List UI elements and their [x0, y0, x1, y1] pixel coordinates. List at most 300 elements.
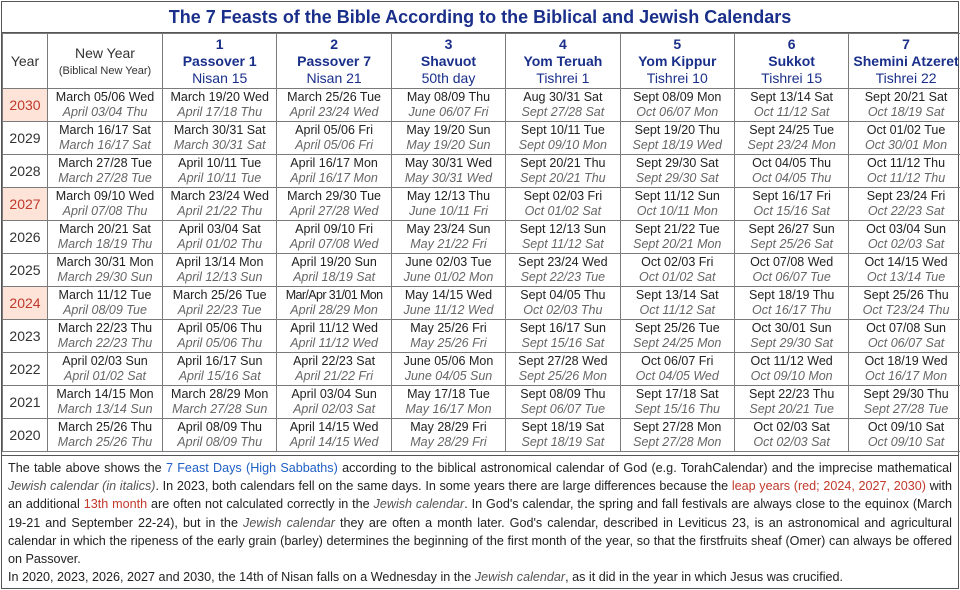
biblical-date: March 09/10 Wed: [55, 189, 155, 203]
jewish-date: March 13/14 Sun: [57, 402, 153, 416]
jewish-date: Oct 01/02 Sat: [639, 270, 716, 284]
feast-date-cell: [163, 287, 277, 320]
biblical-date: Sept 11/12 Sun: [634, 189, 720, 203]
year-cell: 2020: [3, 419, 48, 452]
feast-date-cell: [506, 287, 620, 320]
jewish-date: Oct 11/12 Thu: [866, 171, 946, 185]
biblical-date: April 14/15 Wed: [289, 420, 379, 434]
biblical-date: Sept 08/09 Thu: [520, 387, 606, 401]
jewish-date: April 18/19 Sat: [293, 270, 376, 284]
biblical-date: May 17/18 Tue: [407, 387, 490, 401]
feast-date-cell: [849, 155, 960, 188]
new-year-column-header: [48, 34, 163, 89]
feast-column-header-6: [734, 34, 848, 89]
biblical-date: Aug 30/31 Sat: [523, 90, 603, 104]
biblical-date: Sept 29/30 Thu: [863, 387, 949, 401]
jewish-date: March 25/26 Thu: [57, 435, 153, 449]
jewish-date: June 01/02 Mon: [403, 270, 494, 284]
jewish-date: Sept 20/21 Tue: [749, 402, 834, 416]
page-title: The 7 Feasts of the Bible According to the Biblical and Jewish Calendars: [2, 2, 958, 33]
feast-date-cell: [506, 155, 620, 188]
feast-hebrew-date: Nisan 15: [192, 69, 248, 86]
feast-date-cell: [620, 155, 734, 188]
feast-column-header-1: [163, 34, 277, 89]
feast-name: Sukkot: [768, 52, 815, 69]
note-text: . In 2023, both calendars fell on the same days. In some years there are large differences because the: [155, 479, 732, 494]
jewish-date: April 27/28 Wed: [289, 204, 379, 218]
jewish-date: April 05/06 Thu: [177, 336, 263, 350]
biblical-date: April 22/23 Sat: [293, 354, 376, 368]
leap-year-cell: 2030: [3, 89, 48, 122]
biblical-date: Oct 04/05 Thu: [752, 156, 832, 170]
new-year-date-cell: [48, 353, 163, 386]
jewish-date: Oct 11/12 Sat: [753, 105, 830, 119]
biblical-date: Mar/Apr 31/01 Mon: [285, 288, 383, 302]
feast-date-cell: [391, 89, 505, 122]
jewish-date: Oct 09/10 Mon: [750, 369, 833, 383]
biblical-date: Sept 29/30 Sat: [635, 156, 719, 170]
jewish-date: April 07/08 Wed: [289, 237, 379, 251]
jewish-date: Oct 01/02 Sat: [524, 204, 602, 218]
jewish-date: Sept 11/12 Sat: [521, 237, 604, 251]
jewish-date: April 17/18 Thu: [177, 105, 263, 119]
biblical-date: April 08/09 Thu: [177, 420, 262, 434]
jewish-date: Oct 06/07 Mon: [636, 105, 719, 119]
biblical-date: June 05/06 Mon: [403, 354, 494, 368]
feast-date-cell: [849, 419, 960, 452]
feast-column-header-3: [391, 34, 505, 89]
biblical-date: Sept 10/11 Tue: [520, 123, 605, 137]
jewish-date: Oct 22/23 Sat: [867, 204, 945, 218]
feast-date-cell: [277, 419, 391, 452]
new-year-date-cell: [48, 89, 163, 122]
feast-date-cell: [163, 320, 277, 353]
feast-date-cell: [620, 254, 734, 287]
new-year-subtitle: (Biblical New Year): [58, 65, 152, 77]
feast-name: Shavuot: [420, 52, 477, 69]
biblical-date: April 13/14 Mon: [175, 255, 264, 269]
feast-name: Passover 1: [182, 52, 257, 69]
biblical-date: April 02/03 Sun: [62, 354, 148, 368]
year-cell: 2023: [3, 320, 48, 353]
feast-date-cell: [391, 122, 505, 155]
table-row: [3, 353, 960, 386]
jewish-date: Oct 04/05 Thu: [752, 171, 832, 185]
feast-name: Yom Kippur: [638, 52, 717, 69]
year-cell: 2021: [3, 386, 48, 419]
feast-number: 6: [787, 35, 796, 52]
note-text: . In God's calendar, the spring and fall festivals are always close to the equinox (March 19-21 and September 22-24), but in the: [8, 497, 953, 530]
biblical-date: March 05/06 Wed: [55, 90, 155, 104]
feast-date-cell: [277, 254, 391, 287]
feast-number: 1: [215, 35, 224, 52]
feast-hebrew-date: Nisan 21: [306, 69, 362, 86]
biblical-date: April 09/10 Fri: [295, 222, 373, 236]
feast-date-cell: [506, 254, 620, 287]
biblical-date: April 16/17 Mon: [290, 156, 378, 170]
note-text: according to the biblical astronomical calendar of God (e.g. TorahCalendar) and the imprecise mathematical: [337, 461, 952, 475]
note-text: In 2020, 2023, 2026, 2027 and 2030, the 14th of Nisan falls on a Wednesday in the: [8, 570, 475, 585]
jewish-date: April 21/22 Fri: [295, 369, 373, 383]
jewish-date: Sept 27/28 Mon: [633, 435, 722, 449]
jewish-date: Sept 20/21 Thu: [520, 171, 606, 185]
feast-date-cell: [620, 287, 734, 320]
jewish-date: April 02/03 Sat: [293, 402, 376, 416]
jewish-date: Oct 13/14 Tue: [866, 270, 946, 284]
new-year-date-cell: [48, 419, 163, 452]
biblical-date: May 08/09 Thu: [406, 90, 491, 104]
biblical-date: Sept 16/17 Fri: [752, 189, 831, 203]
feast-date-cell: [734, 188, 848, 221]
jewish-date: May 28/29 Fri: [410, 435, 487, 449]
feast-date-cell: [391, 155, 505, 188]
jewish-date: Sept 18/19 Sat: [521, 435, 605, 449]
feast-date-cell: [163, 386, 277, 419]
jewish-date: Oct 04/05 Wed: [635, 369, 719, 383]
new-year-title: New Year: [75, 45, 135, 61]
feast-date-cell: [277, 122, 391, 155]
feast-date-cell: [277, 221, 391, 254]
feast-date-cell: [620, 353, 734, 386]
feast-date-cell: [734, 419, 848, 452]
feast-date-cell: [277, 155, 391, 188]
feast-date-cell: [163, 188, 277, 221]
table-row: [3, 155, 960, 188]
year-cell: 2025: [3, 254, 48, 287]
table-row: [3, 287, 960, 320]
jewish-date: June 11/12 Wed: [403, 303, 494, 317]
feast-date-cell: [849, 386, 960, 419]
jewish-date: April 05/06 Fri: [295, 138, 373, 152]
jewish-date: March 22/23 Thu: [57, 336, 153, 350]
leap-year-cell: 2024: [3, 287, 48, 320]
biblical-date: Sept 12/13 Sun: [519, 222, 606, 236]
biblical-date: April 05/06 Fri: [295, 123, 373, 137]
jewish-date: Oct 09/10 Sat: [867, 435, 945, 449]
jewish-date: Sept 29/30 Sat: [750, 336, 833, 350]
feast-date-cell: [506, 188, 620, 221]
biblical-date: Oct 01/02 Tue: [866, 123, 946, 137]
feast-date-cell: [849, 221, 960, 254]
feast-hebrew-date: 50th day: [421, 69, 476, 86]
biblical-date: April 05/06 Thu: [177, 321, 262, 335]
jewish-date: Oct 10/11 Mon: [636, 204, 718, 218]
biblical-date: March 28/29 Mon: [171, 387, 269, 401]
feast-date-cell: [734, 89, 848, 122]
feast-hebrew-date: Tishrei 15: [761, 69, 823, 86]
jewish-date: Sept 29/30 Sat: [635, 171, 719, 185]
feast-date-cell: [620, 320, 734, 353]
jewish-date: Oct 02/03 Sat: [753, 435, 830, 449]
jewish-date: Oct 02/03 Thu: [523, 303, 603, 317]
jewish-date: April 16/17 Mon: [290, 171, 378, 185]
table-row: [3, 188, 960, 221]
feast-date-cell: [163, 122, 277, 155]
feast-date-cell: [506, 419, 620, 452]
feasts-table: [2, 33, 960, 452]
biblical-date: March 11/12 Tue: [58, 288, 152, 302]
biblical-date: Sept 23/24 Wed: [518, 255, 608, 269]
biblical-date: April 11/12 Wed: [290, 321, 378, 335]
biblical-date: Sept 20/21 Thu: [520, 156, 606, 170]
note-paragraph-2: [8, 568, 952, 586]
biblical-date: Sept 20/21 Sat: [864, 90, 948, 104]
biblical-date: Oct 07/08 Wed: [750, 255, 834, 269]
jewish-date: May 16/17 Mon: [405, 402, 492, 416]
biblical-date: Sept 08/09 Mon: [633, 90, 722, 104]
biblical-date: Sept 27/28 Wed: [518, 354, 608, 368]
feast-date-cell: [277, 89, 391, 122]
jewish-date: April 08/09 Thu: [177, 435, 263, 449]
biblical-date: May 30/31 Wed: [404, 156, 493, 170]
jewish-date: Oct 30/01 Mon: [865, 138, 948, 152]
feast-date-cell: [391, 287, 505, 320]
feast-date-cell: [506, 221, 620, 254]
feast-name: Shemini Atzeret: [853, 52, 959, 69]
feast-column-header-4: [506, 34, 620, 89]
jewish-date: March 16/17 Sat: [59, 138, 151, 152]
year-cell: 2028: [3, 155, 48, 188]
feast-date-cell: [506, 122, 620, 155]
table-body: [3, 89, 960, 452]
biblical-date: May 28/29 Fri: [410, 420, 487, 434]
new-year-date-cell: [48, 122, 163, 155]
biblical-date: March 14/15 Mon: [56, 387, 154, 401]
jewish-date: March 27/28 Tue: [58, 171, 152, 185]
feast-name: Passover 7: [297, 52, 372, 69]
jewish-date: Sept 20/21 Mon: [633, 237, 722, 251]
feast-number: 4: [558, 35, 567, 52]
jewish-date: April 12/13 Sun: [176, 270, 263, 284]
note-text: they are often a month later. God's calendar, described in Leviticus 23, is an astronomical and agricultural calendar in which the ripeness of the early grain (barley) determines the beginning of the first month of the year, so that the firstfruits sheaf (Omer) can always be offered on Passover.: [8, 515, 952, 567]
note-text: with an additional: [8, 479, 952, 512]
jewish-date: Oct 06/07 Sat: [867, 336, 945, 350]
jewish-date: Sept 23/24 Mon: [747, 138, 836, 152]
feast-date-cell: [620, 89, 734, 122]
feast-date-cell: [506, 386, 620, 419]
feast-column-header-2: [277, 34, 391, 89]
feast-date-cell: [849, 188, 960, 221]
jewish-date: April 03/04 Thu: [62, 105, 148, 119]
feast-date-cell: [391, 419, 505, 452]
table-row: [3, 89, 960, 122]
jewish-calendar-italic: Jewish calendar: [373, 497, 465, 512]
biblical-date: May 23/24 Sun: [406, 222, 491, 236]
jewish-date: April 14/15 Wed: [289, 435, 379, 449]
jewish-date: Sept 06/07 Tue: [520, 402, 606, 416]
jewish-date: April 21/22 Thu: [177, 204, 263, 218]
feast-date-cell: [849, 254, 960, 287]
biblical-date: Sept 27/28 Mon: [633, 420, 722, 434]
feast-hebrew-date: Tishrei 22: [875, 69, 937, 86]
feast-date-cell: [391, 386, 505, 419]
jewish-date: April 07/08 Thu: [62, 204, 148, 218]
feast-date-cell: [391, 221, 505, 254]
biblical-date: March 25/26 Tue: [172, 288, 267, 302]
note-paragraph-1: [8, 459, 952, 568]
jewish-date: April 11/12 Wed: [290, 336, 378, 350]
jewish-date: May 21/22 Fri: [410, 237, 487, 251]
jewish-date: Oct 06/07 Tue: [752, 270, 831, 284]
jewish-calendar-italic: Jewish calendar: [474, 570, 566, 585]
biblical-date: Sept 25/26 Thu: [863, 288, 949, 302]
feast-date-cell: [620, 188, 734, 221]
note-text: , as it did in the year in which Jesus was crucified.: [565, 570, 843, 585]
biblical-date: Sept 26/27 Sun: [748, 222, 835, 236]
biblical-date: Sept 02/03 Fri: [523, 189, 603, 203]
biblical-date: May 25/26 Fri: [410, 321, 487, 335]
jewish-date: Sept 15/16 Sat: [521, 336, 605, 350]
table-row: [3, 122, 960, 155]
biblical-date: May 12/13 Thu: [406, 189, 491, 203]
jewish-date: Sept 09/10 Mon: [518, 138, 607, 152]
feast-date-cell: [163, 254, 277, 287]
leap-year-cell: 2027: [3, 188, 48, 221]
new-year-date-cell: [48, 221, 163, 254]
jewish-date: April 10/11 Tue: [178, 171, 262, 185]
jewish-date: April 01/02 Thu: [177, 237, 263, 251]
year-cell: 2022: [3, 353, 48, 386]
feast-number: 2: [330, 35, 338, 52]
jewish-date: Oct 16/17 Thu: [752, 303, 832, 317]
new-year-date-cell: [48, 254, 163, 287]
feast-date-cell: [734, 353, 848, 386]
biblical-date: April 03/04 Sun: [291, 387, 377, 401]
feast-date-cell: [849, 122, 960, 155]
feast-date-cell: [163, 221, 277, 254]
jewish-date: Sept 27/28 Sat: [521, 105, 605, 119]
feast-date-cell: [506, 320, 620, 353]
year-column-header: Year: [3, 34, 48, 89]
year-cell: 2026: [3, 221, 48, 254]
feast-date-cell: [277, 386, 391, 419]
year-cell: 2029: [3, 122, 48, 155]
jewish-date: Sept 25/26 Sat: [750, 237, 833, 251]
biblical-date: June 02/03 Tue: [405, 255, 492, 269]
biblical-date: Sept 22/23 Thu: [749, 387, 835, 401]
feast-date-cell: [620, 386, 734, 419]
biblical-date: Sept 18/19 Thu: [749, 288, 835, 302]
jewish-date: April 28/29 Mon: [290, 303, 378, 317]
feast-date-cell: [849, 89, 960, 122]
feast-date-cell: [620, 122, 734, 155]
biblical-date: April 03/04 Sat: [178, 222, 261, 236]
biblical-date: Sept 25/26 Tue: [634, 321, 720, 335]
biblical-date: May 19/20 Sun: [406, 123, 491, 137]
leap-year-highlight: 13th month: [83, 497, 148, 512]
biblical-date: Oct 02/03 Sat: [753, 420, 830, 434]
feast-column-header-7: [849, 34, 960, 89]
biblical-date: Sept 17/18 Sat: [635, 387, 719, 401]
biblical-date: April 10/11 Tue: [178, 156, 262, 170]
feast-date-cell: [506, 89, 620, 122]
jewish-date: May 25/26 Fri: [410, 336, 487, 350]
table-row: [3, 320, 960, 353]
jewish-date: May 19/20 Sun: [406, 138, 491, 152]
biblical-date: March 16/17 Sat: [59, 123, 151, 137]
feast-date-cell: [391, 188, 505, 221]
jewish-calendar-italic: Jewish calendar: [243, 515, 335, 530]
feast-date-cell: [734, 155, 848, 188]
feast-number: 7: [902, 35, 910, 52]
feast-date-cell: [277, 287, 391, 320]
feast-date-cell: [734, 287, 848, 320]
leap-year-highlight: leap years (red; 2024, 2027, 2030): [731, 479, 926, 494]
feast-days-highlight: 7 Feast Days (High Sabbaths): [165, 461, 338, 475]
feast-date-cell: [849, 287, 960, 320]
biblical-date: Sept 19/20 Thu: [634, 123, 720, 137]
jewish-date: March 29/30 Sun: [57, 270, 153, 284]
jewish-date: Sept 15/16 Thu: [634, 402, 720, 416]
jewish-date: April 22/23 Tue: [177, 303, 262, 317]
jewish-date: April 15/16 Sat: [178, 369, 261, 383]
feast-date-cell: [620, 221, 734, 254]
biblical-date: March 19/20 Wed: [170, 90, 269, 104]
table-row: [3, 419, 960, 452]
feast-date-cell: [163, 89, 277, 122]
biblical-date: March 22/23 Thu: [57, 321, 153, 335]
feast-name: Yom Teruah: [523, 52, 603, 69]
biblical-date: Sept 13/14 Sat: [750, 90, 833, 104]
jewish-date: May 30/31 Wed: [404, 171, 493, 185]
jewish-date: Sept 18/19 Wed: [632, 138, 722, 152]
biblical-date: Sept 16/17 Sun: [519, 321, 606, 335]
new-year-date-cell: [48, 386, 163, 419]
feast-column-header-5: [620, 34, 734, 89]
feast-date-cell: [734, 122, 848, 155]
jewish-date: Oct 16/17 Mon: [865, 369, 948, 383]
biblical-date: Oct 11/12 Wed: [750, 354, 833, 368]
biblical-date: Sept 18/19 Sat: [521, 420, 605, 434]
feast-date-cell: [277, 188, 391, 221]
jewish-date: Sept 27/28 Tue: [863, 402, 949, 416]
biblical-date: Oct 11/12 Thu: [867, 156, 946, 170]
jewish-date: March 30/31 Sat: [173, 138, 266, 152]
feast-date-cell: [391, 254, 505, 287]
biblical-date: Sept 24/25 Tue: [749, 123, 835, 137]
feast-number: 3: [444, 35, 453, 52]
jewish-date: Oct T23/24 Thu: [862, 303, 950, 317]
jewish-date: June 04/05 Sun: [404, 369, 493, 383]
jewish-date: April 01/02 Sat: [64, 369, 146, 383]
feast-date-cell: [391, 320, 505, 353]
feast-date-cell: [734, 221, 848, 254]
table-row: [3, 254, 960, 287]
biblical-date: March 20/21 Sat: [59, 222, 151, 236]
table-row: [3, 386, 960, 419]
feast-date-cell: [163, 155, 277, 188]
biblical-date: Sept 21/22 Tue: [634, 222, 720, 236]
jewish-date: Sept 25/26 Mon: [518, 369, 607, 383]
table-header-row: [3, 34, 960, 89]
explanation-note: [2, 455, 958, 588]
biblical-date: Oct 03/04 Sun: [866, 222, 946, 236]
biblical-date: Oct 14/15 Wed: [864, 255, 948, 269]
feast-date-cell: [506, 353, 620, 386]
feast-hebrew-date: Tishrei 1: [536, 69, 590, 86]
jewish-date: Sept 24/25 Mon: [633, 336, 722, 350]
biblical-date: Sept 13/14 Sat: [635, 288, 719, 302]
feast-date-cell: [849, 353, 960, 386]
feast-date-cell: [734, 254, 848, 287]
table-row: [3, 221, 960, 254]
feast-hebrew-date: Tishrei 10: [646, 69, 708, 86]
biblical-date: April 16/17 Sun: [176, 354, 263, 368]
feast-date-cell: [163, 353, 277, 386]
jewish-date: March 27/28 Sun: [172, 402, 268, 416]
biblical-date: Oct 02/03 Fri: [641, 255, 714, 269]
biblical-date: March 25/26 Tue: [287, 90, 381, 104]
